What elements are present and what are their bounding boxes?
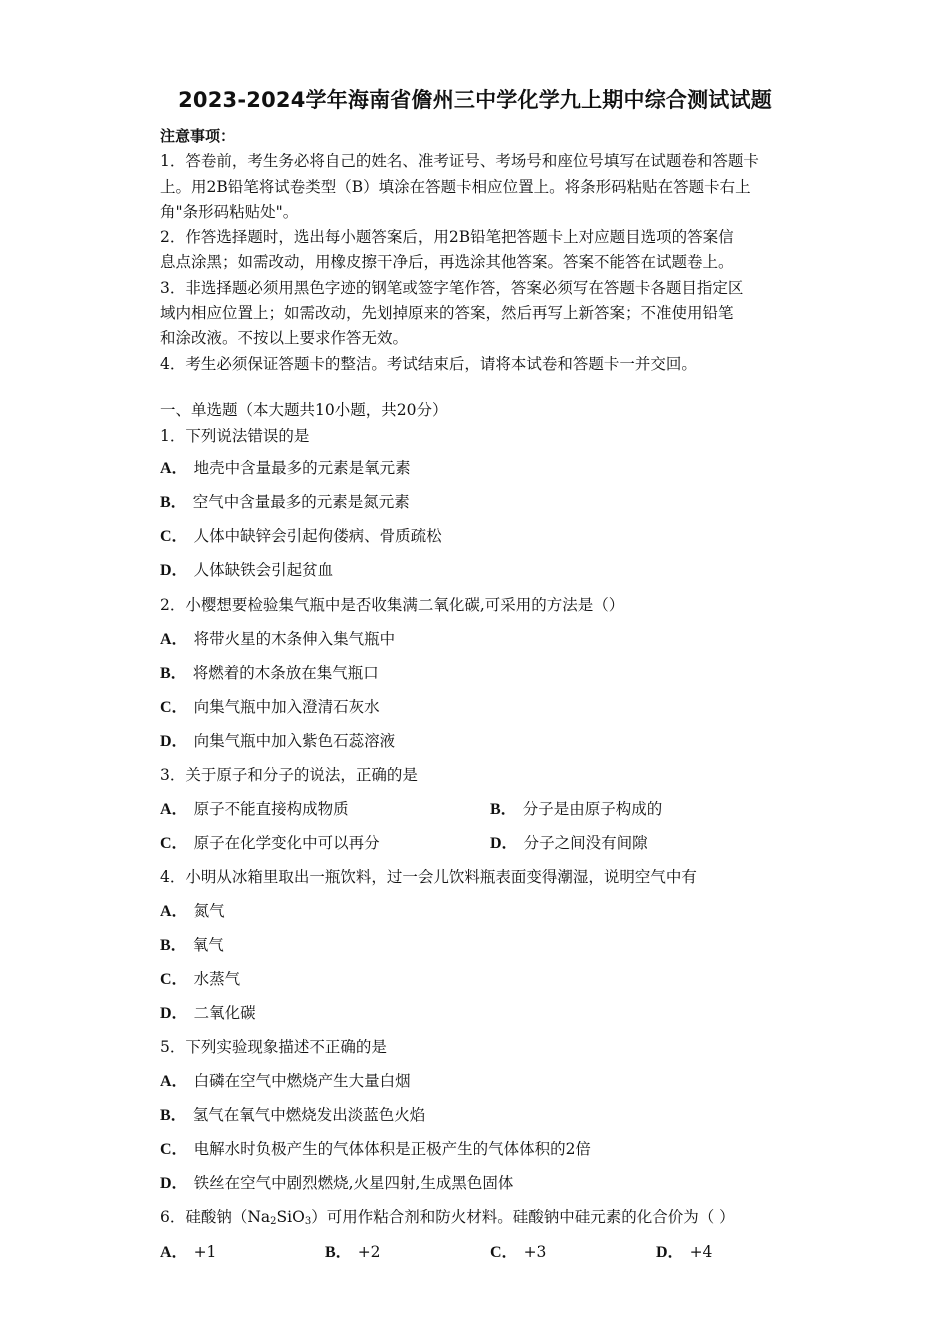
subscript: 3 (304, 1216, 312, 1227)
option-c (160, 695, 380, 720)
option-c (160, 831, 380, 856)
option-text: 分子之间没有间隙 (523, 834, 648, 852)
option-d (490, 831, 648, 856)
option-letter: A． (160, 460, 188, 477)
question-stem: 3．关于原子和分子的说法，正确的是 (160, 766, 418, 784)
option-letter: B． (490, 801, 517, 818)
option-letter: A． (160, 801, 188, 818)
option-letter: C． (160, 971, 188, 988)
option-letter: C． (160, 528, 188, 545)
notice-heading: 注意事项： (160, 127, 236, 145)
option-letter: D． (160, 1175, 188, 1192)
option-text: 二氧化碳 (193, 1004, 256, 1022)
option-text: 人体中缺锌会引起佝偻病、骨质疏松 (193, 527, 442, 545)
option-a (160, 899, 225, 924)
option-b (325, 1240, 381, 1265)
option-text: +1 (193, 1243, 217, 1261)
option-c (160, 1137, 591, 1162)
question-stem (160, 1205, 735, 1234)
notice-line: 息点涂黑；如需改动，用橡皮擦干净后，再选涂其他答案。答案不能答在试题卷上。 (160, 253, 734, 272)
stem-part: ）可用作粘合剂和防火材料。硅酸钠中硅元素的化合价为（ ） (311, 1208, 735, 1226)
option-text: 空气中含量最多的元素是氮元素 (192, 493, 410, 511)
option-text: 人体缺铁会引起贫血 (193, 561, 334, 579)
option-b (160, 1103, 425, 1128)
option-d (160, 1001, 256, 1026)
page-title: 2023-2024学年海南省儋州三中学化学九上期中综合测试试题 (178, 88, 772, 112)
option-text: 铁丝在空气中剧烈燃烧,火星四射,生成黑色固体 (193, 1174, 514, 1192)
option-b (490, 797, 662, 822)
option-text: 向集气瓶中加入澄清石灰水 (193, 698, 380, 716)
question-stem: 4．小明从冰箱里取出一瓶饮料，过一会儿饮料瓶表面变得潮湿，说明空气中有 (160, 868, 697, 886)
option-letter: B． (160, 494, 187, 511)
question-stem: 5．下列实验现象描述不正确的是 (160, 1038, 387, 1056)
option-c (160, 967, 240, 992)
option-letter: C． (160, 835, 188, 852)
option-text: 氮气 (193, 902, 225, 920)
option-text: 原子不能直接构成物质 (193, 800, 349, 818)
notice-line: 1．答卷前，考生务必将自己的姓名、准考证号、考场号和座位号填写在试题卷和答题卡 (160, 152, 759, 171)
option-b (160, 490, 410, 515)
option-letter: D． (656, 1244, 684, 1261)
option-text: +3 (523, 1243, 547, 1261)
option-d (160, 558, 333, 583)
notice-line: 角"条形码粘贴处"。 (160, 202, 299, 221)
option-a (160, 627, 395, 652)
option-text: 地壳中含量最多的元素是氧元素 (193, 459, 411, 477)
option-text: 氢气在氧气中燃烧发出淡蓝色火焰 (192, 1106, 426, 1124)
notice-line: 2．作答选择题时，选出每小题答案后，用2B铅笔把答题卡上对应题目选项的答案信 (160, 228, 734, 247)
option-b (160, 933, 224, 958)
option-text: +4 (689, 1243, 713, 1261)
option-letter: B． (160, 665, 187, 682)
option-d (656, 1240, 712, 1265)
option-text: 氧气 (192, 936, 224, 954)
option-a (160, 1240, 216, 1265)
option-b (160, 661, 379, 686)
notice-line: 和涂改液。不按以上要求作答无效。 (160, 329, 409, 348)
option-text: 向集气瓶中加入紫色石蕊溶液 (193, 732, 396, 750)
notice-line: 4．考生必须保证答题卡的整洁。考试结束后，请将本试卷和答题卡一并交回。 (160, 354, 697, 373)
notice-block (160, 124, 800, 377)
option-a (160, 1069, 411, 1094)
option-letter: A． (160, 903, 188, 920)
question-stem: 1．下列说法错误的是 (160, 427, 310, 445)
option-letter: B． (160, 937, 187, 954)
option-d (160, 1171, 513, 1196)
notice-line: 3．非选择题必须用黑色字迹的钢笔或签字笔作答，答案必须写在答题卡各题目指定区 (160, 278, 744, 297)
section-heading: 一、单选题（本大题共10小题，共20分） (160, 401, 448, 419)
stem-part: 6．硅酸钠（Na (160, 1208, 271, 1226)
option-text: 将带火星的木条伸入集气瓶中 (193, 630, 396, 648)
option-text: +2 (357, 1243, 381, 1261)
option-text: 水蒸气 (193, 970, 241, 988)
question-stem: 2．小樱想要检验集气瓶中是否收集满二氧化碳,可采用的方法是（） (160, 596, 625, 614)
option-letter: B． (160, 1107, 187, 1124)
option-letter: D． (490, 835, 518, 852)
option-letter: A． (160, 1244, 188, 1261)
subscript: 2 (270, 1216, 277, 1227)
option-letter: D． (160, 562, 188, 579)
option-text: 白磷在空气中燃烧产生大量白烟 (193, 1072, 411, 1090)
option-c (490, 1240, 546, 1265)
option-letter: D． (160, 1005, 188, 1022)
option-letter: D． (160, 733, 188, 750)
option-d (160, 729, 395, 754)
option-text: 原子在化学变化中可以再分 (193, 834, 380, 852)
option-letter: B． (325, 1244, 352, 1261)
option-letter: C． (490, 1244, 518, 1261)
notice-line: 域内相应位置上；如需改动，先划掉原来的答案，然后再写上新答案；不准使用铅笔 (160, 304, 734, 323)
option-text: 电解水时负极产生的气体体积是正极产生的气体体积的2倍 (193, 1140, 591, 1158)
notice-line: 上。用2B铅笔将试卷类型（B）填涂在答题卡相应位置上。将条形码粘贴在答题卡右上 (160, 177, 751, 196)
option-letter: A． (160, 631, 188, 648)
option-letter: A． (160, 1073, 188, 1090)
stem-part: SiO (276, 1208, 305, 1226)
option-a (160, 797, 349, 822)
option-a (160, 456, 411, 481)
option-letter: C． (160, 699, 188, 716)
option-letter: C． (160, 1141, 188, 1158)
option-c (160, 524, 442, 549)
option-text: 分子是由原子构成的 (522, 800, 663, 818)
option-text: 将燃着的木条放在集气瓶口 (192, 664, 379, 682)
